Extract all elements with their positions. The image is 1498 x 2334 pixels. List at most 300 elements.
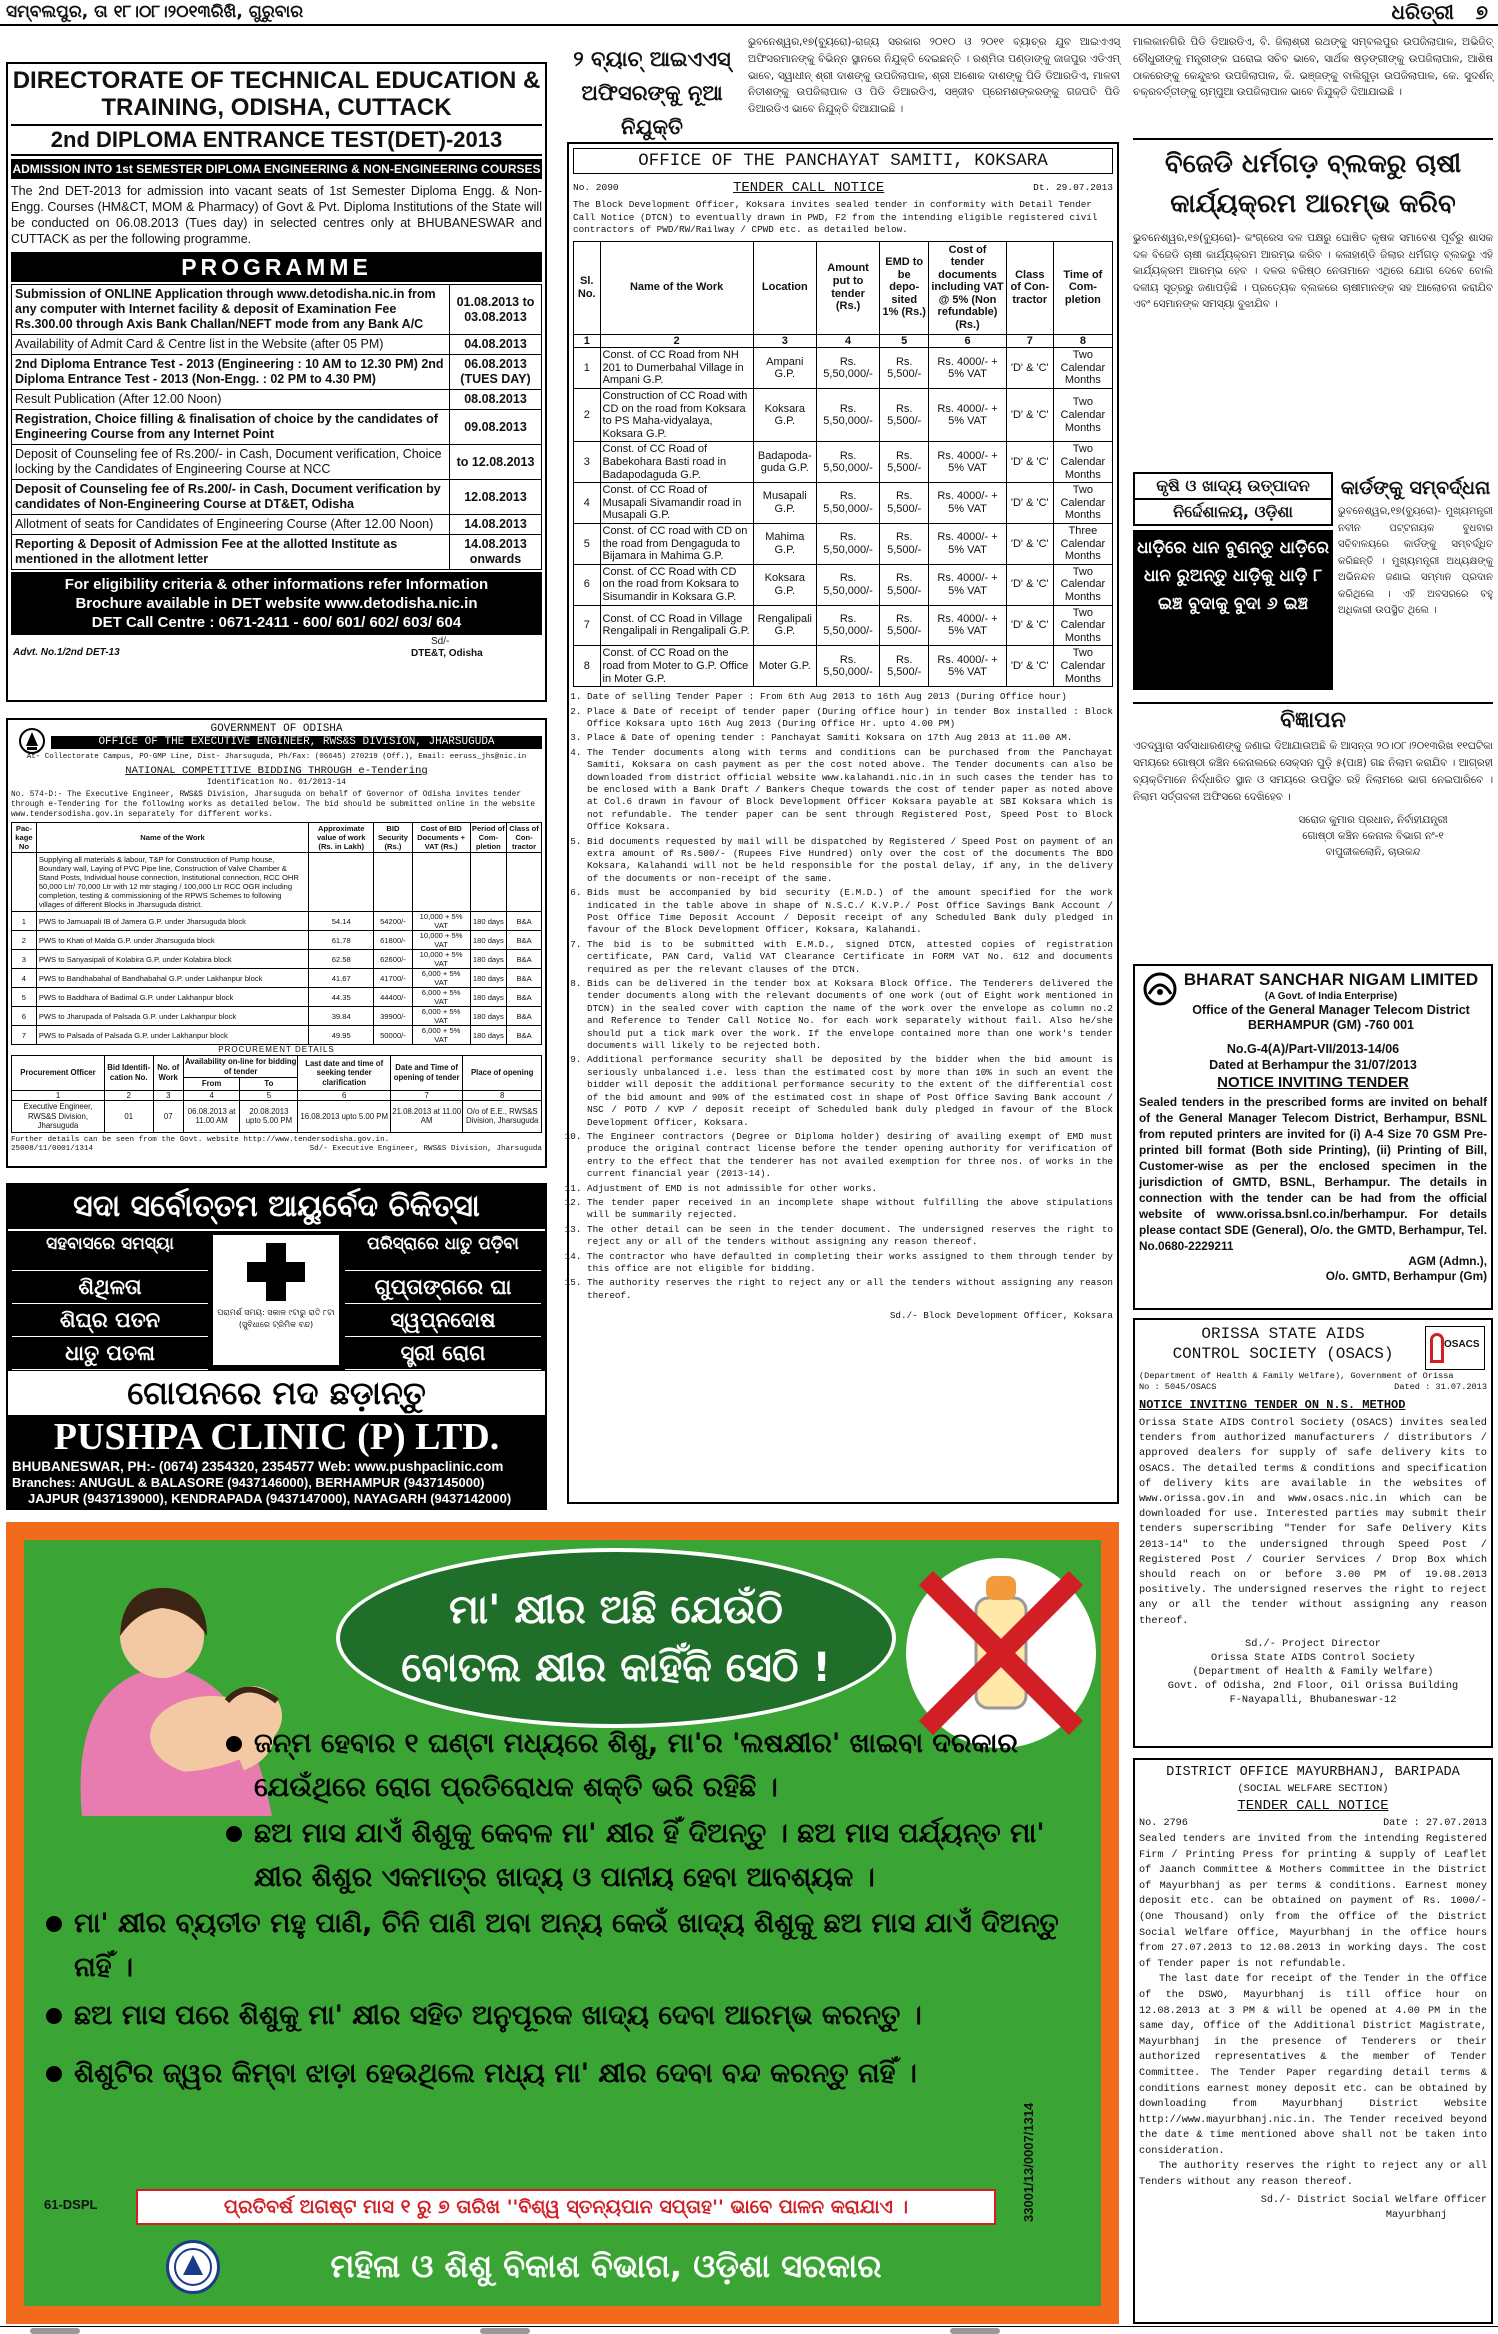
ee-proc-num: 8 <box>463 1090 542 1101</box>
panchayat-col-header: Time of Com-pletion <box>1053 241 1112 334</box>
det-programme-table <box>11 284 542 570</box>
ee-proc-cell: O/o of E.E., RWS&S Division, Jharsuguda <box>463 1101 542 1133</box>
panchayat-cell: 'D' & 'C' <box>1006 442 1053 483</box>
panchayat-condition: 11. Adjustment of EMD is not admissible for other works. <box>587 1183 1113 1195</box>
clinic-left-item: ଧାତୁ ପତଳା <box>12 1337 208 1370</box>
ee-cell: PWS to Baddhara of Badimal G.P. under Lakhanpur block <box>36 988 308 1007</box>
vignapan-body: ଏତଦ୍ୱାରା ସର୍ବସାଧାରଣଙ୍କୁ ଜଣାଇ ଦିଆଯାଉଅଛି କି ଆସନ୍ତା ୨୦।୦୮।୨୦୧୩ରିଖ ୧୧ଘଟିକା ସମୟରେ ଗୋଷ୍ଠୀ କଞ୍ଚିନ କେନାଲରେ ସେକ୍ସନ ପୁଡ଼ି ୫(ପାଞ୍ଚ) ଗଛ ନିଲାମ କରାଯିବ । ଆଗ୍ରହୀ ବ୍ୟକ୍ତିମାନେ ନିର୍ଦ୍ଧାରିତ ସ୍ଥାନ ଓ ସମୟରେ ଉପସ୍ଥିତ ରହି ନିଲାମରେ ଭାଗ ନେଇପାରିବେ । ନିଲାମ ସର୍ତ୍ତାବଳୀ ଅଫିସରେ ଦେଖିହେବ । <box>1133 740 1493 803</box>
bsnl-title: NOTICE INVITING TENDER <box>1217 1074 1409 1091</box>
panchayat-cell: Rs. 5,50,000/- <box>816 442 879 483</box>
ad-department: ମହିଳା ଓ ଶିଶୁ ବିକାଶ ବିଭାଗ, ଓଡ଼ିଶା ସରକାର <box>330 2247 882 2285</box>
breastfeeding-point <box>42 2052 1092 2096</box>
news-cards <box>1338 472 1493 694</box>
osacs-heading: NOTICE INVITING TENDER ON N.S. METHOD <box>1139 1398 1406 1412</box>
panchayat-col-header: Amount put to tender (Rs.) <box>816 241 879 334</box>
vignapan-sign-2: ଗୋଷ୍ଠୀ କଞ୍ଚିନ କେନାଲ ବିଭାଗ ନଂ-୧ <box>1302 830 1444 842</box>
bsnl-no: No.G-4(A)/Part-VII/2013-14/06 <box>1226 1042 1400 1056</box>
ee-proc-cell: 21.08.2013 at 11.00 AM <box>390 1101 462 1133</box>
no-bottle-icon <box>906 1558 1096 1748</box>
panchayat-row <box>574 389 1113 442</box>
ee-proc-header-row <box>12 1056 542 1078</box>
ee-row <box>12 931 542 950</box>
ee-proc-cell: 07 <box>153 1101 183 1133</box>
agri-ad <box>1133 472 1333 694</box>
ee-address: At- Collectorate Campus, PO-GMP Line, Dist- Jharsuguda, Ph/Fax: (06645) 270219 (Off.), Email: eeruss_jhs@nic.in <box>26 753 527 761</box>
det-row-date: 12.08.2013 <box>450 480 542 515</box>
det-row-item: Availability of Admit Card & Centre list in the Website (after 05 PM) <box>12 335 450 355</box>
panchayat-col-num: 5 <box>880 334 929 348</box>
det-footer-line-3: DET Call Centre : 0671-2411 - 600/ 601/ 602/ 603/ 604 <box>91 614 462 631</box>
headline-line-2: ବୋତଲ କ୍ଷୀର କାହିଁକି ସେଠି ! <box>401 1645 831 1691</box>
det-row <box>12 285 542 335</box>
ee-proc-cell: 01 <box>104 1101 153 1133</box>
vignapan-title: ବିଜ୍ଞାପନ <box>1280 708 1346 733</box>
news-ias-body: ଭୁବନେଶ୍ୱର,୧୭(ବ୍ୟୁରୋ)-ରାଜ୍ୟ ସରକାର ୨୦୧୦ ଓ ୨୦୧୧ ବ୍ୟାଚ୍‌ର ଯୁବ ଆଇଏଏସ୍ ଅଫିସରମାନଙ୍କୁ ବିଭିନ୍ନ ସ୍ଥାନରେ ନିଯୁକ୍ତି ଦେଇଛନ୍ତି । ରଶ୍ମିତା ପଣ୍ଡାଙ୍କୁ ଜାଜପୁର ଏଡିଏମ୍ ଭାବେ, ସ୍ୱାଧୀନ୍ ଶ୍ରୀ ଦାଶଙ୍କୁ ଉପଜିଲାପାଳ, ଶ୍ରୀ ଅଶୋକ ଦାଶଙ୍କୁ ପିଡି ଡିଆରଡିଏ, ମାଳବୀ ନିତୀଶଙ୍କୁ ଉପଜିଲାପାଳ ଓ ପିଡି ଡିଆରଡିଏ, ସଞ୍ଜୀବ ପ୍ରେମଶଙ୍କରଙ୍କୁ ଗଜପତି ପିଡି ଡିଆରଡିଏ ଭାବେ ନିଯୁକ୍ତି ଦିଆଯାଇଛି । <box>748 36 1120 116</box>
panchayat-signature: Sd./- Block Development Officer, Koksara <box>889 1310 1113 1322</box>
panchayat-cell: Two Calendar Months <box>1053 389 1112 442</box>
footer-marker-2 <box>480 2328 530 2334</box>
ee-proc-num: 5 <box>240 1090 298 1101</box>
ee-cell: 41.67 <box>309 969 374 988</box>
panchayat-cell: Const. of CC road with CD on the road from Dengaguda to Bijamara in Mahima G.P. <box>600 523 753 564</box>
ee-cell: 4 <box>12 969 37 988</box>
panchayat-date: Dt. 29.07.2013 <box>1033 182 1113 193</box>
panchayat-col-num: 7 <box>1006 334 1053 348</box>
ee-cell: 180 days <box>470 931 507 950</box>
panchayat-col-header: Location <box>753 241 816 334</box>
ee-cell: PWS to Khati of Malda G.P. under Jharsuguda block <box>36 931 308 950</box>
paper-name: ଧରିତ୍ରୀ <box>1391 0 1454 24</box>
ee-proc-header: Procurement Officer <box>12 1056 105 1091</box>
panchayat-condition: 4. The Tender documents along with terms and conditions can be purchased from the Panchayat Samiti, Koksara on cash payment as per the cost noted above. The Tender documents can also be downloaded from district official website www.kalahandi.nic.in in such cases the tender has to be enclosed with a Bank Draft / Bankers Cheque towards the cost of tender paper as noted above at Col.6 drawn in favour of Block Development Officer Koksara payable at SBI Koksara which is not refundable. The tender paper can be sent through Registered Post, Speed Post to Block Office Koksara. <box>587 747 1113 834</box>
clinic-branches-1: Branches: ANUGUL & BALASORE (9437146000), BERHAMPUR (9437145000) <box>12 1475 485 1490</box>
osacs-logo <box>1425 1326 1485 1370</box>
ee-cell: 10,000 + 5% VAT <box>412 950 470 969</box>
panchayat-cell: Rs. 5,500/- <box>880 442 929 483</box>
ee-tender-notice <box>6 718 547 1168</box>
panchayat-cell: 5 <box>574 523 601 564</box>
panchayat-cell: Rs. 5,500/- <box>880 605 929 646</box>
ee-cell: 39.84 <box>309 1007 374 1026</box>
det-footer-line-1: For eligibility criteria & other informations refer Information <box>64 576 489 593</box>
panchayat-cell: Rs. 5,500/- <box>880 564 929 605</box>
ee-cell: 6,000 + 5% VAT <box>412 1026 470 1045</box>
clinic-phone: BHUBANESWAR, PH:- (0674) 2354320, 2354577 Web: www.pushpaclinic.com <box>12 1459 504 1474</box>
ee-header-row <box>12 823 542 853</box>
det-row-date: 06.08.2013 (TUES DAY) <box>450 355 542 390</box>
clinic-timing: ପରାମର୍ଶ ସମୟ: ସକାଳ ୯ଟାରୁ ରାତି ୮ଟା (ସୁବିଧାରେ ଟ୍ରିମିକ ବନ୍ଦ) <box>217 1308 335 1329</box>
panchayat-cell: Three Calendar Months <box>1053 523 1112 564</box>
ee-cell: 1 <box>12 912 37 931</box>
osacs-sign-1: Sd./- Project Director <box>1245 1637 1381 1650</box>
breastfeeding-ad <box>6 1522 1119 2324</box>
ee-proc-header: No. of Work <box>153 1056 183 1091</box>
clinic-left-list <box>12 1235 208 1370</box>
clinic-right-item: ସ୍ତ୍ରୀ ରୋଗ <box>345 1337 541 1370</box>
ee-row <box>12 1026 542 1045</box>
det-row-item: 2nd Diploma Entrance Test - 2013 (Engineering : 10 AM to 12.30 PM) 2nd Diploma Entrance Test - 2013 (Non-Engg. : 02 PM to 4.30 PM) <box>12 355 450 390</box>
det-row <box>12 390 542 410</box>
ee-scope-blank <box>12 853 37 912</box>
bsnl-sub: (A Govt. of India Enterprise) <box>1264 991 1398 1002</box>
ee-proc-num: 2 <box>104 1090 153 1101</box>
osacs-body: Orissa State AIDS Control Society (OSACS) invites sealed tenders from authorized manufacturers / distributors / approved dealers for supply of safe delivery kits to OSACS. The detailed terms & conditions and specification of delivery kits are available in the websites of www.orissa.gov.in and www.osacs.nic.in which can be downloaded for use. Interested parties may submit their tenders superscribing "Tender for Safe Delivery Kits 2013-14" to the undersigned through Speed Post / Registered Post / Courier Services / Drop Box which should reach on or before 3.00 PM of 19.08.2013 positively. The undersigned reserves the right to reject any or all the tender without assigning any reason thereof. <box>1139 1417 1487 1627</box>
panchayat-cell: Moter G.P. <box>753 646 816 687</box>
ee-code: 25008/11/0001/1314 <box>11 1144 94 1153</box>
clinic-right-item: ଗୁପ୍ତାଙ୍ଗରେ ଘା <box>345 1271 541 1304</box>
panchayat-cell: Rengalipali G.P. <box>753 605 816 646</box>
bsnl-sign-1: AGM (Admn.), <box>1408 1254 1487 1268</box>
det-row-item: Registration, Choice filling & finalisation of choice by the candidates of Engineering Course from any Internet Point <box>12 410 450 445</box>
panchayat-number-row <box>574 334 1113 348</box>
det-row <box>12 335 542 355</box>
panchayat-cell: Rs. 5,500/- <box>880 523 929 564</box>
odisha-seal-icon <box>166 2240 220 2294</box>
panchayat-condition: 13. The other detail can be seen in the tender document. The undersigned reserves the right to reject any or all of the tenders without assigning any reason thereof. <box>587 1224 1113 1249</box>
panchayat-cell: Construction of CC Road with CD on the road from Koksara to PS Maha-vidyalaya, Koksara G.P. <box>600 389 753 442</box>
osacs-title-2: CONTROL SOCIETY (OSACS) <box>1172 1345 1394 1363</box>
panchayat-cell: 'D' & 'C' <box>1006 483 1053 524</box>
medical-cross-icon <box>247 1243 305 1301</box>
det-row-date: 04.08.2013 <box>450 335 542 355</box>
ee-scope-blank <box>507 853 542 912</box>
news-bjd <box>1133 138 1493 438</box>
panchayat-condition: 6. Bids must be accompanied by bid security (E.M.D.) of the amount specified for the work indicated in the table above in shape of N.S.C./ K.V.P./ Post Office Savings Bank Account / Post Office Time Deposit Account / Deposit receipt of any Scheduled Bank duly pledged in favour of the Block Development Officer, Koksara, Kalahandi. <box>587 887 1113 937</box>
osacs-dated: Dated : 31.07.2013 <box>1394 1382 1487 1392</box>
panchayat-cell: Rs. 5,50,000/- <box>816 483 879 524</box>
panchayat-cell: Rs. 5,500/- <box>880 646 929 687</box>
panchayat-cell: Rs. 4000/- + 5% VAT <box>929 483 1007 524</box>
panchayat-cell: Two Calendar Months <box>1053 483 1112 524</box>
panchayat-condition: 10. The Engineer contractors (Degree or Diploma holder) desiring of availing exempt of EMD must produce the original contract license before the tender opening authority for verification of entry to the effect that the tenderer has not availed exemption for three nos. of works in the current financial year (2013-14). <box>587 1131 1113 1181</box>
panchayat-col-header: Class of Con-tractor <box>1006 241 1053 334</box>
dswo-para-2: The last date for receipt of the Tender in the Office of the DSWO, Mayurbhanj is till office hour on 12.08.2013 at 3 PM & will be opened at 4.00 PM in the same day, Office of the Additional District Magistrate, Mayurbhanj in the presence of Tenderers or their authorized representatives & the member of Tender Committee. The Tender Paper regarding detail terms & conditions earnest money deposit etc. can be obtained by downloading from Mayurbhanj District Website http://www.mayurbhanj.nic.in. The Tender received beyond the date & time mentioned above shall not be taken into consideration. <box>1139 1974 1487 2157</box>
bsnl-body: Sealed tenders in the prescribed forms are invited on behalf of the General Manager Telecom District, Berhampur, BSNL from reputed printers are invited for (i) A-4 Size 70 GSM Pre-printed bill format (Both side Printing), (ii) Printing of Bill, Customer-wise as per the enclosed specimen in the jurisdiction of GMTD, BSNL, Berhampur. The details in connection with the tender can be had from the official website of www.orissa.bsnl.co.in/berhampur. For details please contact SDE (General), O/o. the GMTD, Berhampur, Tel. No.0680-2229211 <box>1139 1095 1487 1253</box>
ee-cell: 54200/- <box>374 912 412 931</box>
det-heading-4: ADMISSION INTO 1st SEMESTER DIPLOMA ENGINEERING & NON-ENGINEERING COURSES <box>11 159 542 179</box>
ee-title: NATIONAL COMPETITIVE BIDDING THROUGH e-Tendering <box>125 765 428 777</box>
panchayat-col-num: 8 <box>1053 334 1112 348</box>
ee-cell: B&A <box>507 912 542 931</box>
clinic-right-list <box>345 1235 541 1370</box>
panchayat-cell: 'D' & 'C' <box>1006 605 1053 646</box>
ee-body: No. 574-D:- The Executive Engineer, RWS&S Division, Jharsuguda on behalf of Governor of Odisha invites tender through e-Tendering for the following works as detailed below. The bid should be submitted online in the website www.tendersodisha.gov.in separately for different works. <box>11 791 536 819</box>
news-ias <box>562 34 1122 139</box>
headline-oval <box>336 1548 896 1728</box>
det-row-item: Reporting & Deposit of Admission Fee at the allotted Institute as mentioned in the allotment letter <box>12 535 450 570</box>
panchayat-tender <box>567 142 1119 1504</box>
news-cards-body: ଭୁବନେଶ୍ୱର,୧୭(ବ୍ୟୁରୋ)- ମୁଖ୍ୟମନ୍ତ୍ରୀ ନବୀନ ପଟ୍ଟନାୟକ ବୁଧବାର ସଚିବାଳୟରେ କାର୍ଡଙ୍କୁ ସମ୍ବର୍ଦ୍ଧିତ କରିଛନ୍ତି । ମୁଖ୍ୟମନ୍ତ୍ରୀ ଅଧ୍ୟକ୍ଷଙ୍କୁ ଅଭିନନ୍ଦନ ଜଣାଇ ସମ୍ମାନ ପ୍ରଦାନ କରିଥିଲେ । ଏହି ଅବସରରେ ବହୁ ଅଧିକାରୀ ଉପସ୍ଥିତ ଥିଲେ । <box>1338 506 1493 616</box>
panchayat-condition: 8. Bids can be delivered in the tender box at Koksara Block Office. The Tenderers delivered the tender documents along with the relevant documents of one work (out of Eight work mentioned in DTCN) in the sealed cover with caption the name of the work over the envelope as column no.2 and Reference to Tender Call Notice No. for each work separately without fail. Also he/she should put a tick mark over the work. If the envelope contained more than one work's tender documents will likely to be rejected both. <box>587 978 1113 1052</box>
det-row-date: 09.08.2013 <box>450 410 542 445</box>
panchayat-cell: Const. of CC Road of Musapali Sivamandir road in Musapali G.P. <box>600 483 753 524</box>
det-row-date: to 12.08.2013 <box>450 445 542 480</box>
ee-cell: PWS to Jharupada of Palsada G.P. under Lakhanpur block <box>36 1007 308 1026</box>
panchayat-cell: 4 <box>574 483 601 524</box>
breastfeeding-point <box>42 1994 1092 2038</box>
osacs-sign-3: (Department of Health & Family Welfare) <box>1192 1665 1434 1678</box>
panchayat-condition: 12. The tender paper received in an incomplete shape without fulfilling the above stipulations will be summarily rejected. <box>587 1197 1113 1222</box>
ee-proc-number-row <box>12 1090 542 1101</box>
ee-row <box>12 969 542 988</box>
dswo-para-3: The authority reserves the right to reject any or all Tenders without any reason thereof. <box>1139 2161 1487 2189</box>
panchayat-cell: Two Calendar Months <box>1053 442 1112 483</box>
panchayat-cell: Rs. 5,500/- <box>880 389 929 442</box>
panchayat-condition: 1. Date of selling Tender Paper : From 6th Aug 2013 to 16th Aug 2013 (During Office hour) <box>587 691 1113 703</box>
panchayat-row <box>574 605 1113 646</box>
ee-row <box>12 988 542 1007</box>
ee-col-header: Pac-kage No <box>12 823 37 853</box>
news-cards-title: କାର୍ଡଙ୍କୁ ସମ୍ବର୍ଦ୍ଧନା <box>1340 477 1491 499</box>
ee-proc-from: From <box>183 1078 239 1091</box>
ee-cell: 62600/- <box>374 950 412 969</box>
panchayat-cell: Rs. 5,50,000/- <box>816 523 879 564</box>
ee-cell: 180 days <box>470 950 507 969</box>
ee-cell: 7 <box>12 1026 37 1045</box>
panchayat-col-num: 3 <box>753 334 816 348</box>
ee-office: OFFICE OF THE EXECUTIVE ENGINEER, RWS&S DIVISION, JHARSUGUDA <box>51 736 542 749</box>
panchayat-condition: 5. Bid documents requested by mail will be dispatched by Registered / Speed Post on payment of an extra amount of Rs.500/- (Rupees Five Hundred) only over the cost of the documents The BDO Koksara, Kalahandi will not be held responsible for the postal delay, if any, in the delivery of the documents or non-receipt of the same. <box>587 836 1113 886</box>
breastfeeding-point-text: ଛଅ ମାସ ପରେ ଶିଶୁକୁ ମା' କ୍ଷୀର ସହିତ ଅନୁପୂରକ ଖାଦ୍ୟ ଦେବା ଆରମ୍ଭ କରନ୍ତୁ । <box>74 2000 922 2031</box>
dswo-date: Date : 27.07.2013 <box>1383 1818 1487 1829</box>
panchayat-col-num: 6 <box>929 334 1007 348</box>
ee-cell: 61800/- <box>374 931 412 950</box>
clinic-right-item: ସ୍ୱପ୍ନଦୋଷ <box>345 1304 541 1337</box>
breastfeeding-point <box>42 1902 1092 1990</box>
panchayat-cell: 'D' & 'C' <box>1006 564 1053 605</box>
dswo-no: No. 2796 <box>1139 1818 1188 1829</box>
bsnl-name: BHARAT SANCHAR NIGAM LIMITED <box>1183 970 1479 989</box>
osacs-title-1: ORISSA STATE AIDS <box>1201 1325 1365 1343</box>
panchayat-cell: 'D' & 'C' <box>1006 646 1053 687</box>
panchayat-condition: 14. The contractor who have defaulted in completing their works assigned to them through tender by this office are not eligible for bidding. <box>587 1251 1113 1276</box>
ee-row <box>12 1007 542 1026</box>
ee-proc-header: Availability on-line for bidding of tender <box>184 1057 297 1076</box>
det-advt-no: Advt. No.1/2nd DET-13 <box>13 647 120 658</box>
ee-col-header: Class of Con-tractor <box>507 823 542 853</box>
bsnl-office: Office of the General Manager Telecom District <box>1192 1003 1470 1017</box>
panchayat-row <box>574 646 1113 687</box>
osacs-sign-5: F-Nayapalli, Bhubaneswar-12 <box>1229 1693 1397 1706</box>
panchayat-condition: 9. Additional performance security shall be deposited by the bidder when the bid amount is seriously unbalanced i.e. less than the estimated cost by more than 10% in such an event the bidder will deposit the additional performance security to the extent of the differential cost of the bid amount and 90% of the estimated cost in shape of Post Office Saving Bank account / NSC / POTD / KVP / deposit receipt of Scheduled bank duly pledged in favour of the Block Development Officer, Koksara. <box>587 1054 1113 1128</box>
ee-cell: B&A <box>507 931 542 950</box>
news-ias-continued: ମାଲକାନଗିରି ପିଡି ଡିଆରଡିଏ, ବି. ଜିଲାଶ୍ରୀ ରଥଙ୍କୁ ସମ୍ବଲପୁର ଉପଜିଲାପାଳ, ଅଭିଜିତ୍ ଚୌଧୁରୀଙ୍କୁ ମନ୍ତ୍ରୀଙ୍କ ଘରୋଇ ସଚିବ ଭାବେ, ସାର୍ଥକ ଷଡ଼ଙ୍ଗୀଙ୍କୁ ଉପଜିଲାପାଳ, ଆଶିଷ ଠାକରେଙ୍କୁ କେନ୍ଦୁଝର ଉପଜିଲାପାଳ, କି. ଭଞ୍ଜଙ୍କୁ ବାଲିଗୁଡ଼ା ଉପଜିଲାପାଳ, କେ. ସୁଦର୍ଶନ୍ ଚକ୍ରବର୍ତ୍ତୀଙ୍କୁ ଚାମ୍ପୁଆ ଉପଜିଲାପାଳ ଭାବେ ନିଯୁକ୍ତି ଦିଆଯାଇଛି । <box>1133 36 1493 99</box>
ee-scope-blank <box>470 853 507 912</box>
panchayat-cell: Rs. 4000/- + 5% VAT <box>929 646 1007 687</box>
panchayat-cell: Const. of CC Road of Babekohara Basti road in Badapodaguda G.P. <box>600 442 753 483</box>
agri-slogan: ଧାଡ଼ିରେ ଧାନ ବୁଣନ୍ତୁ ଧାଡ଼ିରେ ଧାନ ରୁଅନ୍ତୁ ଧାଡ଼ିକୁ ଧାଡ଼ି ୮ ଇଞ୍ଚ ବୁଦାକୁ ବୁଦା ୬ ଇଞ୍ଚ <box>1133 530 1333 690</box>
ee-cell: 2 <box>12 931 37 950</box>
ee-col-header: Approximate value of work (Rs. in Lakh) <box>309 823 374 853</box>
ad-ref: 33001/13/0007/1314 <box>1021 2102 1036 2222</box>
det-row-item: Deposit of Counseling fee of Rs.200/- in Cash, Document verification, Choice locking by the Candidates of Engineering Course at NCC <box>12 445 450 480</box>
bsnl-tender <box>1133 964 1493 1310</box>
panchayat-cell: 'D' & 'C' <box>1006 523 1053 564</box>
panchayat-col-header: Sl. No. <box>574 241 601 334</box>
ee-proc-to: To <box>240 1078 298 1091</box>
ee-proc-header: Place of opening <box>463 1056 542 1091</box>
det-row-item: Submission of ONLINE Application through www.detodisha.nic.in from any computer with Internet facility & deposit of Examination Fee Rs.300.00 through Axis Bank Challan/NEFT mode from any Bank A/C <box>12 285 450 335</box>
breastfeeding-point-text: ଛଅ ମାସ ଯାଏଁ ଶିଶୁକୁ କେବଳ ମା' କ୍ଷୀର ହିଁ ଦିଅନ୍ତୁ । ଛଅ ମାସ ପର୍ଯ୍ୟନ୍ତ ମା' କ୍ଷୀର ଶିଶୁର ଏକମାତ୍ର ଖାଦ୍ୟ ଓ ପାନୀୟ ହେବା ଆବଶ୍ୟକ । <box>254 1818 1045 1893</box>
det-row-item: Result Publication (After 12.00 Noon) <box>12 390 450 410</box>
ee-cell: 6 <box>12 1007 37 1026</box>
clinic-left-item: ସହବାସରେ ସମସ୍ୟା <box>12 1235 208 1271</box>
det-footer-line-2: Brochure available in DET website www.detodisha.nic.in <box>75 595 478 612</box>
panchayat-works-table <box>573 241 1113 688</box>
panchayat-cell: 1 <box>574 348 601 389</box>
dateline: ସମ୍ବଲପୁର, ତା ୧୮।୦୮।୨୦୧୩ରିଖି, ଗୁରୁବାର <box>6 2 304 22</box>
panchayat-cell: 7 <box>574 605 601 646</box>
det-heading-2: TRAINING, ODISHA, CUTTACK <box>101 94 452 121</box>
ee-scope: Supplying all materials & labour, T&P for Construction of Pump house, Boundary wall, Laying of PVC Pipe line, Construction of Valve Chamber & Stand Posts, Individual house connection, Institutional connection, RCC OHR 50,000 Ltr/ 70,000 Ltr with 12 mtr staging / 100,000 Ltr RCC OGR including completion, testing & commissioning of the RPWS Schemes to following villages of different Blocks in Jharsuguda district. <box>36 853 308 912</box>
dswo-refline <box>1139 1816 1487 1832</box>
ee-cell: 54.14 <box>309 912 374 931</box>
ee-cell: 10,000 + 5% VAT <box>412 912 470 931</box>
ee-cell: 180 days <box>470 969 507 988</box>
vignapan-sign-1: ସରୋଜ କୁମାର ପ୍ରଧାନ, ନିର୍ବାହୀଯନ୍ତ୍ରୀ <box>1298 814 1448 826</box>
ee-procurement-table <box>11 1055 542 1133</box>
panchayat-cell: Rs. 4000/- + 5% VAT <box>929 564 1007 605</box>
panchayat-col-num: 2 <box>600 334 753 348</box>
panchayat-cell: Rs. 5,50,000/- <box>816 389 879 442</box>
ee-cell: 10,000 + 5% VAT <box>412 931 470 950</box>
det-sd: Sd/- <box>431 636 450 647</box>
panchayat-row <box>574 483 1113 524</box>
dswo-sign-1: Sd./- District Social Welfare Officer <box>1260 2194 1487 2206</box>
dswo-para-1: Sealed tenders are invited from the intending Registered Firm / Printing Press for printing & supply of Leaflet of Jaanch Committee & Mothers Committee in the District of Mayurbhanj as per terms & conditions. Earnest money deposit etc. can be obtained on payment of Rs. 1000/- (One Thousand) only from the Office of the District Social Welfare Office, Mayurbhanj in the office hours from 27.07.2013 to 12.08.2013 in working days. The cost of Tender paper is not refundable. <box>1139 1834 1487 1970</box>
clinic-name: PUSHPA CLINIC (P) LTD. <box>53 1416 500 1458</box>
ee-proc-num: 1 <box>12 1090 105 1101</box>
panchayat-cell: Musapali G.P. <box>753 483 816 524</box>
dswo-heading: TENDER CALL NOTICE <box>1237 1798 1389 1814</box>
ee-gov: GOVERNMENT OF ODISHA <box>210 723 343 735</box>
ee-cell: 180 days <box>470 988 507 1007</box>
ee-cell: 49.95 <box>309 1026 374 1045</box>
ee-col-header: Period of Com-pletion <box>471 824 505 851</box>
bsnl-city: BERHAMPUR (GM) -760 001 <box>1247 1018 1414 1032</box>
bsnl-sign-2: O/o. GMTD, Berhampur (Gm) <box>1325 1269 1487 1283</box>
panchayat-no: No. 2090 <box>573 182 619 193</box>
breastfeeding-week: ପ୍ରତିବର୍ଷ ଅଗଷ୍ଟ ମାସ ୧ ରୁ ୭ ତାରିଖ ''ବିଶ୍ୱ ସ୍ତନ୍ୟପାନ ସପ୍ତାହ'' ଭାବେ ପାଳନ କରାଯାଏ । <box>136 2189 996 2225</box>
dswo-tender <box>1133 1758 1493 2324</box>
news-bjd-body: ଭୁବନେଶ୍ୱର,୧୭(ବ୍ୟୁରୋ)- କଂଗ୍ରେସ ଦଳ ପକ୍ଷରୁ ଘୋଷିତ କୃଷକ ସମାବେଶ ପୂର୍ବରୁ ଶାସକ ଦଳ ବିଜେଡି ଚାଷୀ କାର୍ଯ୍ୟକ୍ରମ ଆରମ୍ଭ କରିବ । କଳାହାଣ୍ଡି ଜିଲାର ଧର୍ମଗଡ଼ ବ୍ଲକରୁ ଏହି କାର୍ଯ୍ୟକ୍ରମ ଆରମ୍ଭ ହେବ । ଦଳର ବରିଷ୍ଠ ନେତାମାନେ ଏଥିରେ ଯୋଗ ଦେବେ ବୋଲି ଦଳୀୟ ସୂତ୍ରରୁ ଜଣାପଡ଼ିଛି । ପ୍ରତ୍ୟେକ ବ୍ଲକରେ ଚାଷୀମାନଙ୍କ ସହ ଆଲୋଚନା କରାଯିବ ଏବଂ ସେମାନଙ୍କ ସମସ୍ୟା ବୁଝାଯିବ । <box>1133 232 1493 311</box>
dswo-title-1: DISTRICT OFFICE MAYURBHANJ, BARIPADA <box>1166 1765 1460 1780</box>
ee-proc-num: 6 <box>298 1090 390 1101</box>
ee-cell: PWS to Bandhabahal of Bandhabahal G.P. under Lakhanpur block <box>36 969 308 988</box>
ee-cell: 6,000 + 5% VAT <box>412 969 470 988</box>
ee-cell: PWS to Palsada of Palsada G.P. under Lakhanpur block <box>36 1026 308 1045</box>
ee-cell: 61.78 <box>309 931 374 950</box>
ee-cell: 50000/- <box>374 1026 412 1045</box>
panchayat-col-num: 4 <box>816 334 879 348</box>
panchayat-col-header: Name of the Work <box>600 241 753 334</box>
ee-signoff <box>11 1145 542 1157</box>
panchayat-cell: Two Calendar Months <box>1053 605 1112 646</box>
clinic-left-item: ଶିଘ୍ର ପତନ <box>12 1304 208 1337</box>
ee-cell: 6,000 + 5% VAT <box>412 1007 470 1026</box>
panchayat-conditions <box>573 691 1113 1302</box>
ee-further: Further details can be seen from the Govt. website http://www.tendersodisha.gov.in. <box>11 1135 390 1144</box>
det-advertisement <box>6 62 547 702</box>
ee-cell: PWS to Sanyasipali of Kolabira G.P. under Kolabira block <box>36 950 308 969</box>
ee-proc-cell: 20.08.2013 upto 5.00 PM <box>240 1101 298 1133</box>
panchayat-cell: 'D' & 'C' <box>1006 389 1053 442</box>
clinic-right-item: ପରିସ୍ରାରେ ଧାତୁ ପଡ଼ିବା <box>345 1235 541 1271</box>
det-row <box>12 355 542 390</box>
osacs-tender <box>1133 1318 1493 1748</box>
panchayat-condition: 7. The bid is to be submitted with E.M.D., signed DTCN, attested copies of registration certificate, PAN Card, Valid VAT Clearance Certificate in FORM VAT No. 612 and documents required as per the relevant clauses of the DTCN. <box>587 939 1113 976</box>
ee-scope-blank <box>412 853 470 912</box>
news-bjd-title: ବିଜେଡି ଧର୍ମଗଡ଼ ବ୍ଲକରୁ ଚାଷୀ କାର୍ଯ୍ୟକ୍ରମ ଆରମ୍ଭ କରିବ <box>1133 138 1493 224</box>
ee-scope-blank <box>309 853 374 912</box>
det-row <box>12 535 542 570</box>
bullet-icon <box>226 1826 242 1842</box>
ee-proc-row <box>12 1101 542 1133</box>
panchayat-row <box>574 564 1113 605</box>
bsnl-logo-icon <box>1143 972 1177 1006</box>
ee-cell: 39900/- <box>374 1007 412 1026</box>
ee-proc-cell: 06.08.2013 at 11.00 AM <box>183 1101 239 1133</box>
news-ias-title: ୨ ବ୍ୟାଚ୍ ଆଇଏଏସ୍ ଅଫିସରଙ୍କୁ ନୂଆ ନିଯୁକ୍ତି <box>573 47 731 139</box>
ee-cell: 44.35 <box>309 988 374 1007</box>
bullet-icon <box>46 2066 62 2082</box>
panchayat-col-header: Cost of tender documents including VAT @ 5% (Non refundable) (Rs.) <box>929 241 1007 334</box>
ee-cell: 6,000 + 5% VAT <box>412 988 470 1007</box>
panchayat-cell: Rs. 5,50,000/- <box>816 564 879 605</box>
panchayat-cell: Rs. 4000/- + 5% VAT <box>929 348 1007 389</box>
panchayat-title: TENDER CALL NOTICE <box>733 180 885 196</box>
panchayat-cell: Rs. 5,50,000/- <box>816 605 879 646</box>
det-heading-3: 2nd DIPLOMA ENTRANCE TEST(DET)-2013 <box>11 124 542 156</box>
ee-cell: 180 days <box>470 912 507 931</box>
ee-cell: PWS to Jamuapali IB of Jamera G.P. under Jharsuguda block <box>36 912 308 931</box>
panchayat-cell: Rs. 5,500/- <box>880 483 929 524</box>
ee-col-header: BID Security (Rs.) <box>374 823 412 853</box>
ee-cell: 62.58 <box>309 950 374 969</box>
ee-proc-cell: Executive Engineer, RWS&S Division, Jharsuguda <box>12 1101 105 1133</box>
vignapan-sign-3: ବାପୁଜୀକଲୋନି, ଚାଉକନ୍ଦ <box>1325 846 1421 858</box>
det-signatory: DTE&T, Odisha <box>411 648 483 659</box>
panchayat-cell: Koksara G.P. <box>753 564 816 605</box>
clinic-mid-panel <box>213 1235 339 1365</box>
ee-proc-header: Last date and time of seeking tender clarification <box>298 1056 390 1091</box>
det-row-item: Allotment of seats for Candidates of Engineering Course (After 12.00 Noon) <box>12 515 450 535</box>
vignapan-notice <box>1133 702 1493 958</box>
panchayat-cell: Two Calendar Months <box>1053 348 1112 389</box>
panchayat-col-header: EMD to be depo-sited 1% (Rs.) <box>880 241 929 334</box>
panchayat-cell: Two Calendar Months <box>1053 564 1112 605</box>
bullet-icon <box>46 1916 62 1932</box>
panchayat-col-num: 1 <box>574 334 601 348</box>
panchayat-cell: Rs. 5,50,000/- <box>816 348 879 389</box>
masthead <box>0 0 1498 26</box>
det-signoff <box>11 635 542 661</box>
dswo-sign-2: Mayurbhanj <box>1385 2209 1447 2221</box>
ee-ident: Identification No. 01/2013-14 <box>206 778 347 787</box>
breastfeeding-point <box>222 1722 1092 1810</box>
panchayat-header-row <box>574 241 1113 334</box>
ee-row <box>12 912 542 931</box>
panchayat-cell: Rs. 4000/- + 5% VAT <box>929 442 1007 483</box>
panchayat-refline <box>573 180 1113 196</box>
det-row <box>12 410 542 445</box>
ee-proc-num: 3 <box>153 1090 183 1101</box>
panchayat-row <box>574 442 1113 483</box>
osacs-sign-4: Govt. of Odisha, 2nd Floor, Oil Orissa Building <box>1167 1679 1459 1692</box>
agri-title-2: ନିର୍ଦ୍ଦେଶାଳୟ, ଓଡ଼ିଶା <box>1133 500 1333 526</box>
det-row-date: 14.08.2013 onwards <box>450 535 542 570</box>
panchayat-cell: Const. of CC Road with CD on the road from Koksara to Sisumandir in Koksara G.P. <box>600 564 753 605</box>
